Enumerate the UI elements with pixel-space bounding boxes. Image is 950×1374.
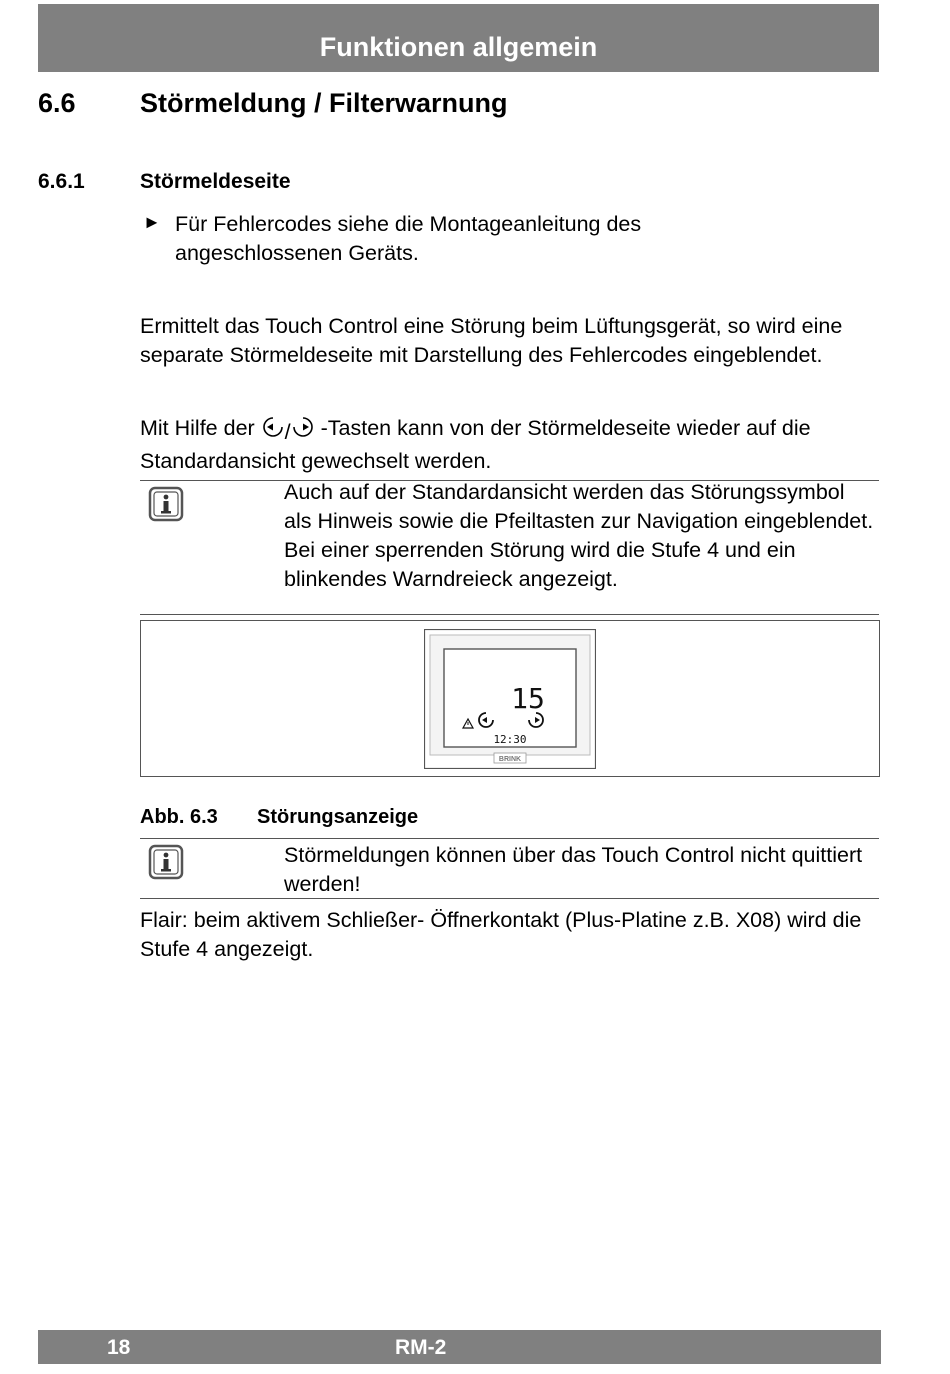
arrow-right-circle-icon <box>291 415 315 439</box>
document-code: RM-2 <box>395 1336 447 1359</box>
figure-frame <box>140 620 880 777</box>
section-number: 6.6 <box>38 88 76 118</box>
page-header <box>38 4 879 72</box>
info-icon <box>148 844 184 880</box>
info-note-2 <box>140 838 879 899</box>
info-icon <box>148 486 184 522</box>
nav-keys <box>261 415 315 447</box>
nav-separator: / <box>284 420 291 444</box>
section-title: Störmeldung / Filterwarnung <box>140 88 508 118</box>
subsection-number: 6.6.1 <box>38 170 85 193</box>
info-note-2-text: Störmeldungen können über das Touch Control nicht quittiert werden! <box>284 843 863 896</box>
info-note-1-line2: Bei einer sperrenden Störung wird die Stufe 4 und ein blinkendes Warndreieck angezeigt. <box>284 538 796 591</box>
figure-caption-number: Abb. 6.3 <box>140 806 218 828</box>
info-note-1-text <box>284 478 874 594</box>
header-title: Funktionen allgemein <box>319 32 598 62</box>
page-number: 18 <box>107 1336 131 1359</box>
bullet-marker: ► <box>143 212 161 232</box>
figure-caption-title: Störungsanzeige <box>257 806 419 828</box>
device-brand: BRINK <box>498 756 522 763</box>
info-note-1-line1: Auch auf der Standardansicht werden das Störungssymbol als Hinweis sowie die Pfeiltasten zur Navigation eingeblendet. <box>284 480 874 533</box>
touch-control-display <box>424 629 596 769</box>
paragraph-2-start: Mit Hilfe der <box>140 416 261 440</box>
bullet-text: Für Fehlercodes siehe die Montageanleitung des angeschlossenen Geräts. <box>175 212 642 265</box>
paragraph-2 <box>140 414 880 476</box>
display-code: 15 <box>511 682 545 715</box>
arrow-left-circle-icon <box>261 415 285 439</box>
paragraph-2-end: -Tasten kann von der Störmeldeseite wieder auf die Standardansicht gewechselt werden. <box>140 416 811 473</box>
paragraph-1: Ermittelt das Touch Control eine Störung beim Lüftungsgerät, so wird eine separate Störmeldeseite mit Darstellung des Fehlercodes eingeblendet. <box>140 314 843 367</box>
display-time: 12:30 <box>493 733 527 746</box>
subsection-title: Störmeldeseite <box>140 170 291 193</box>
page-footer <box>38 1330 881 1364</box>
info-note-1 <box>140 480 879 615</box>
paragraph-3: Flair: beim aktivem Schließer- Öffnerkontakt (Plus-Platine z.B. X08) wird die Stufe 4 angezeigt. <box>140 908 862 961</box>
